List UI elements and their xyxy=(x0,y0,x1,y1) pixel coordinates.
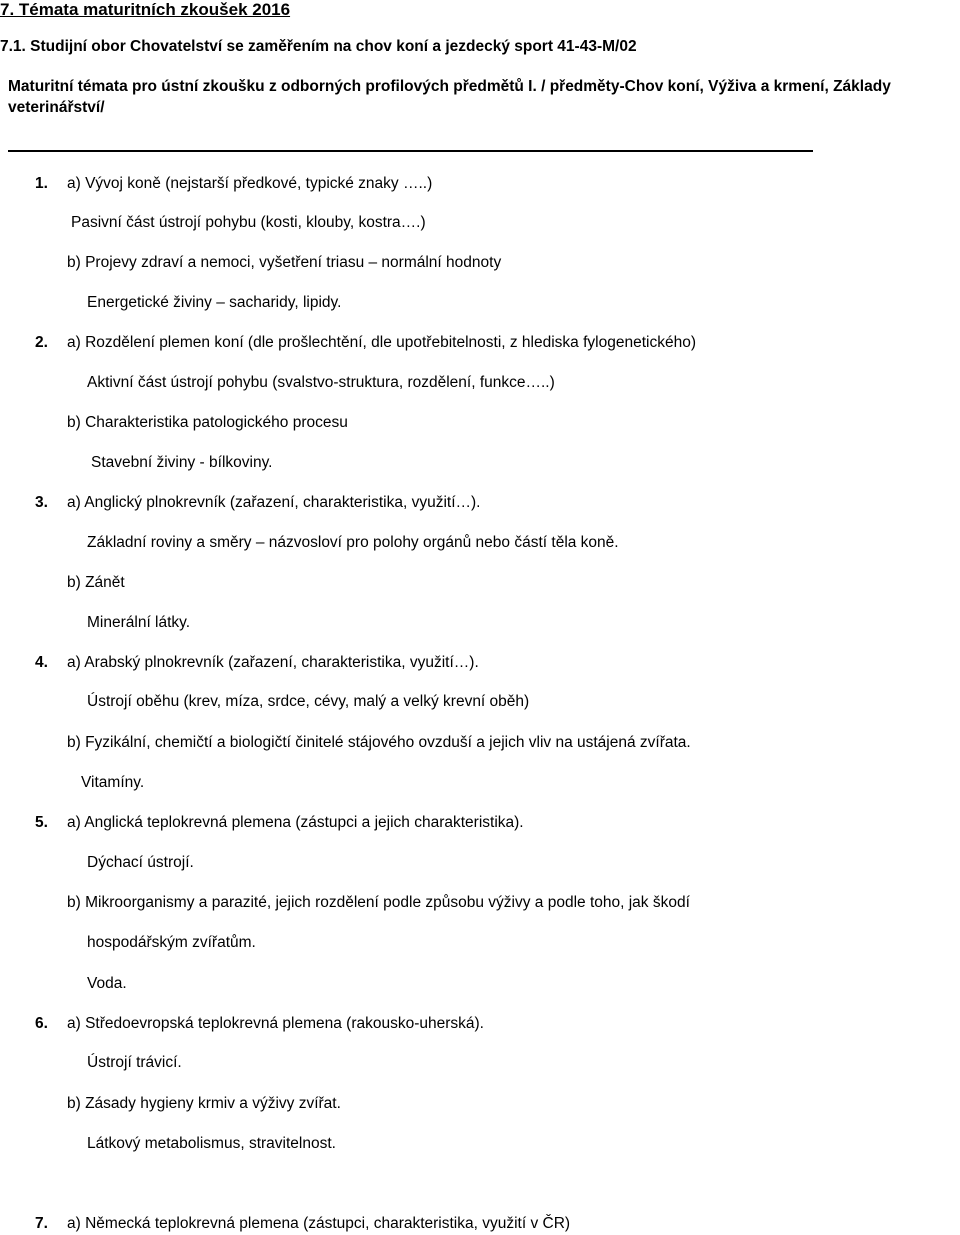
topic-line: Vitamíny. xyxy=(81,774,145,791)
topic-line: Základní roviny a směry – názvosloví pro polohy orgánů nebo částí těla koně. xyxy=(87,534,619,551)
topic-line: hospodářským zvířatům. xyxy=(87,934,256,951)
topic-line: Stavební živiny - bílkoviny. xyxy=(91,454,273,471)
topic-line: Energetické živiny – sacharidy, lipidy. xyxy=(87,294,342,311)
topic-number: 2. xyxy=(35,334,48,351)
topic-line: Látkový metabolismus, stravitelnost. xyxy=(87,1135,336,1152)
topic-line: Ústrojí oběhu (krev, míza, srdce, cévy, malý a velký krevní oběh) xyxy=(87,693,530,710)
topic-line: Minerální látky. xyxy=(87,614,191,631)
topic-line: Pasivní část ústrojí pohybu (kosti, klouby, kostra….) xyxy=(71,214,426,231)
topic-line: b) Zánět xyxy=(67,574,125,591)
topic-line: a) Vývoj koně (nejstarší předkové, typické znaky …..) xyxy=(67,175,433,192)
topic-number: 4. xyxy=(35,654,48,671)
horizontal-rule xyxy=(8,150,813,152)
topic-line: Ústrojí trávicí. xyxy=(87,1054,182,1071)
topic-line: Aktivní část ústrojí pohybu (svalstvo-struktura, rozdělení, funkce…..) xyxy=(87,374,555,391)
topic-line: a) Anglický plnokrevník (zařazení, charakteristika, využití…). xyxy=(67,494,481,511)
topic-line: a) Středoevropská teplokrevná plemena (rakousko-uherská). xyxy=(67,1015,484,1032)
topic-line: a) Rozdělení plemen koní (dle prošlechtění, dle upotřebitelnosti, z hlediska fylogenetického) xyxy=(67,334,696,351)
section-heading: Maturitní témata pro ústní zkoušku z odborných profilových předmětů I. / předměty-Chov koní, Výživa a krmení, Základy veterinářství/ xyxy=(8,78,891,116)
topic-line: b) Zásady hygieny krmiv a výživy zvířat. xyxy=(67,1095,341,1112)
topic-number: 5. xyxy=(35,814,48,831)
document-title: 7. Témata maturitních zkoušek 2016 xyxy=(0,0,291,19)
topic-line: a) Anglická teplokrevná plemena (zástupci a jejich charakteristika). xyxy=(67,814,524,831)
topic-number: 7. xyxy=(35,1215,48,1232)
topic-line: b) Charakteristika patologického procesu xyxy=(67,414,348,431)
topic-number: 3. xyxy=(35,494,48,511)
topic-line: b) Projevy zdraví a nemoci, vyšetření triasu – normální hodnoty xyxy=(67,254,502,271)
topic-line: a) Německá teplokrevná plemena (zástupci, charakteristika, využití v ČR) xyxy=(67,1215,571,1232)
topic-line: b) Fyzikální, chemičtí a biologičtí činitelé stájového ovzduší a jejich vliv na ustájená zvířata. xyxy=(67,734,691,751)
topic-number: 1. xyxy=(35,175,48,192)
topic-line: a) Arabský plnokrevník (zařazení, charakteristika, využití…). xyxy=(67,654,479,671)
topic-line: b) Mikroorganismy a parazité, jejich rozdělení podle způsobu výživy a podle toho, jak škodí xyxy=(67,894,690,911)
document-subtitle: 7.1. Studijní obor Chovatelství se zaměřením na chov koní a jezdecký sport 41-43-M/02 xyxy=(0,38,637,55)
topic-line: Dýchací ústrojí. xyxy=(87,854,194,871)
topic-number: 6. xyxy=(35,1015,48,1032)
topic-line: Voda. xyxy=(87,975,127,992)
